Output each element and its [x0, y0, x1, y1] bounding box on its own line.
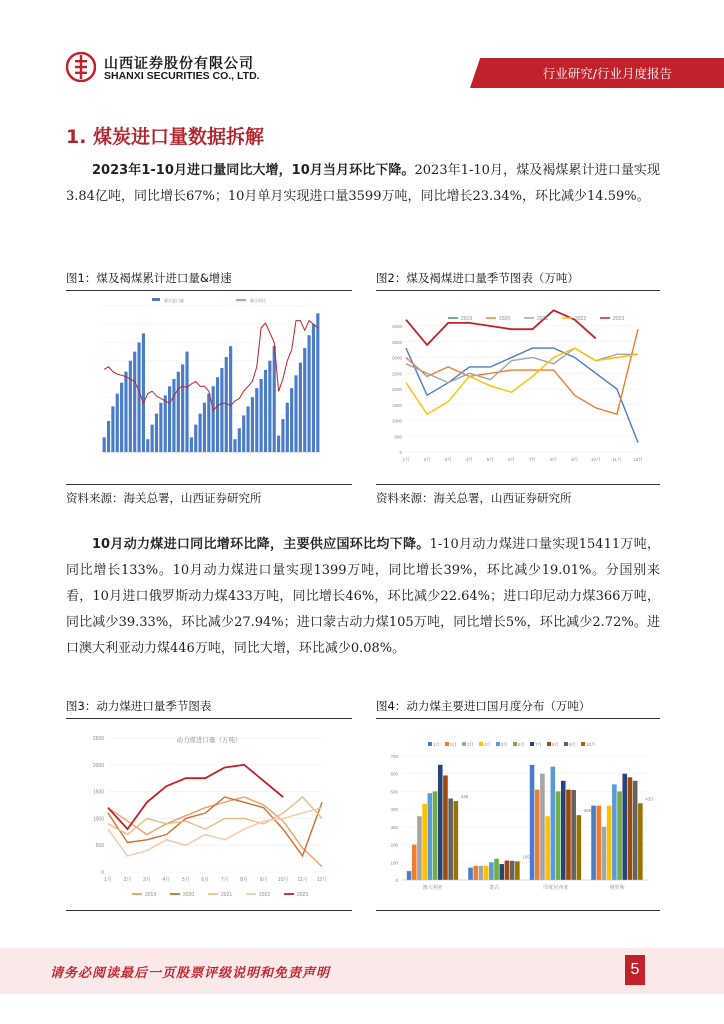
figure-2-title: 图2：煤及褐煤进口量季节图表（万吨）	[376, 271, 579, 285]
bar-印度尼西亚	[571, 790, 576, 880]
bar-蒙古	[505, 861, 510, 880]
chart-seasonal-imports	[376, 292, 660, 482]
bar-俄罗斯	[633, 781, 638, 880]
bar-cumulative-import	[129, 361, 132, 452]
y-tick-label: 100	[390, 860, 398, 866]
y-tick-label: 1000	[92, 816, 104, 823]
bar-蒙古	[468, 868, 473, 880]
bar-cumulative-import	[103, 437, 106, 452]
legend-swatch	[581, 742, 585, 746]
legend-label: 2023	[297, 892, 309, 898]
figure-4-title: 图4：动力煤主要进口国月度分布（万吨）	[376, 699, 591, 713]
bar-印度尼西亚	[561, 781, 566, 880]
y-tick-label: 0	[101, 870, 104, 876]
x-tick-label: 1月	[402, 457, 410, 462]
series-line-2023	[108, 765, 283, 829]
legend-label: 2022	[575, 316, 587, 322]
bar-俄罗斯	[617, 791, 622, 880]
legend-label: 3月	[467, 742, 475, 747]
bar-cumulative-import	[190, 437, 193, 452]
bar-印度尼西亚	[577, 815, 582, 880]
bar-澳大利亚	[412, 845, 417, 880]
bar-印度尼西亚	[566, 790, 571, 880]
bar-澳大利亚	[443, 775, 448, 880]
bar-印度尼西亚	[551, 767, 556, 880]
bar-cumulative-import	[172, 379, 175, 452]
x-tick-label: 4月	[465, 457, 473, 462]
bar-cumulative-import	[120, 383, 123, 452]
y-tick-label: 4000	[391, 324, 402, 329]
bar-蒙古	[499, 864, 504, 880]
legend-label: 6月	[518, 742, 526, 747]
bar-cumulative-import	[277, 436, 280, 452]
bar-cumulative-import	[181, 364, 184, 452]
bar-cumulative-import	[111, 406, 114, 452]
y-tick-label: 500	[394, 434, 402, 440]
legend-label: 2019	[145, 892, 157, 898]
y-tick-label: 300	[390, 824, 398, 830]
bar-cumulative-import	[246, 406, 249, 452]
bar-俄罗斯	[638, 803, 643, 880]
legend-label: 10月	[586, 742, 596, 747]
bar-俄罗斯	[628, 777, 633, 880]
bar-cumulative-import	[212, 386, 215, 452]
x-tick-label: 10月	[591, 457, 601, 462]
figure-3-top-rule	[66, 718, 352, 719]
bar-cumulative-import	[159, 403, 162, 452]
bar-cumulative-import	[142, 333, 145, 452]
bar-cumulative-import	[220, 368, 223, 452]
bar-cumulative-import	[281, 419, 284, 452]
legend-label-bar: 累计进口量	[164, 298, 184, 303]
bar-俄罗斯	[622, 774, 627, 880]
series-line-2022	[108, 808, 322, 856]
bar-cumulative-import	[199, 414, 202, 452]
bar-俄罗斯	[602, 827, 607, 880]
bar-印度尼西亚	[530, 765, 535, 880]
bar-cumulative-import	[303, 348, 306, 452]
bar-cumulative-import	[290, 388, 293, 452]
figure-1-top-rule	[66, 290, 352, 291]
figure-1-source: 资料来源：海关总署，山西证券研究所	[66, 491, 262, 505]
legend-label: 2021	[537, 316, 549, 322]
figure-3-title: 图3：动力煤进口量季节图表	[66, 699, 212, 713]
bar-cumulative-import	[116, 394, 119, 452]
bar-cumulative-import	[242, 416, 245, 453]
bar-澳大利亚	[422, 804, 427, 880]
bar-cumulative-import	[124, 372, 127, 452]
bar-cumulative-import	[146, 439, 149, 452]
bar-印度尼西亚	[535, 790, 540, 880]
bar-澳大利亚	[428, 793, 433, 880]
bar-cumulative-import	[286, 403, 289, 452]
y-tick-label: 1000	[391, 418, 402, 424]
y-tick-label: 0	[395, 878, 398, 883]
y-tick-label: 2000	[92, 762, 104, 769]
chart-title: 动力煤进口量（万吨）	[176, 737, 242, 744]
legend-label: 2023	[613, 316, 625, 322]
x-tick-label: 6月	[507, 457, 515, 462]
bar-cumulative-import	[133, 352, 136, 452]
x-tick-label: 12月	[316, 877, 328, 883]
y-tick-label: 2500	[391, 371, 402, 377]
data-label: 446	[460, 793, 469, 799]
bar-cumulative-import	[107, 421, 110, 452]
y-tick-label: 2500	[92, 736, 104, 742]
legend-label: 2022	[259, 892, 271, 898]
paragraph-body: 2023年1-10月，煤及褐煤累计进口量实现3.84亿吨，同比增长67%；10月单月实现进口量3599万吨，同比增长23.34%，环比减少14.59%。	[66, 163, 660, 204]
figure-2-source: 资料来源：海关总署，山西证券研究所	[376, 491, 572, 505]
legend-swatch	[564, 742, 568, 746]
report-type: 行业研究/行业月度报告	[542, 66, 672, 81]
x-tick-label: 7月	[220, 877, 229, 883]
company-name-cn: 山西证券股份有限公司	[104, 56, 254, 72]
x-tick-label: 蒙古	[489, 885, 500, 891]
bar-澳大利亚	[454, 801, 459, 880]
paragraph-thermal-coal	[66, 532, 660, 662]
bar-cumulative-import	[251, 397, 254, 452]
legend-label: 2020	[499, 316, 511, 322]
bar-俄罗斯	[612, 784, 617, 880]
company-name-en: SHANXI SECURITIES CO., LTD.	[104, 70, 260, 82]
x-tick-label: 9月	[259, 877, 268, 883]
figure-4-bottom-rule	[376, 910, 660, 911]
y-tick-label: 3500	[391, 339, 402, 345]
legend-swatch	[530, 742, 534, 746]
legend-swatch	[462, 742, 466, 746]
bar-cumulative-import	[155, 414, 158, 452]
x-tick-label: 印度尼西亚	[543, 885, 569, 891]
x-tick-label: 6月	[201, 877, 210, 883]
page-header	[0, 0, 724, 100]
x-tick-label: 8月	[550, 457, 558, 462]
x-tick-label: 2月	[123, 877, 132, 883]
legend-swatch	[513, 742, 517, 746]
figure-3-bottom-rule	[66, 910, 352, 911]
legend-swatch	[479, 742, 483, 746]
y-tick-label: 500	[390, 789, 398, 795]
x-tick-label: 3月	[143, 877, 151, 883]
x-tick-label: 8月	[240, 877, 249, 883]
legend-label: 9月	[569, 742, 577, 747]
paragraph-lead-2: 10月动力煤进口同比增环比降，主要供应国环比均下降。	[92, 537, 430, 552]
bar-cumulative-import	[264, 370, 267, 452]
bar-cumulative-import	[229, 346, 232, 452]
bar-cumulative-import	[207, 394, 210, 452]
figure-1-bottom-rule	[66, 484, 352, 485]
bar-cumulative-import	[299, 363, 302, 452]
figure-2-bottom-rule	[376, 484, 660, 485]
bar-cumulative-import	[260, 379, 263, 452]
bar-cumulative-import	[168, 386, 171, 452]
x-tick-label: 5月	[486, 457, 494, 462]
bar-澳大利亚	[407, 871, 412, 880]
bar-cumulative-import	[233, 439, 236, 452]
bar-cumulative-import	[268, 361, 271, 452]
bar-cumulative-import	[225, 357, 228, 452]
bar-cumulative-import	[151, 425, 154, 452]
paragraph-import-summary	[66, 158, 660, 210]
x-tick-label: 11月	[612, 457, 622, 462]
bar-cumulative-import	[312, 324, 315, 452]
bar-蒙古	[515, 861, 520, 880]
data-label: 105	[522, 854, 530, 860]
legend-label: 2019	[461, 316, 473, 322]
y-tick-label: 1500	[92, 789, 104, 796]
y-tick-label: 2000	[391, 387, 402, 392]
bar-蒙古	[484, 866, 489, 880]
y-tick-label: 200	[390, 842, 398, 848]
bar-澳大利亚	[417, 816, 422, 880]
legend-swatch	[496, 742, 500, 746]
bar-蒙古	[489, 862, 494, 880]
legend-label: 2021	[221, 892, 233, 898]
legend-swatch	[547, 742, 551, 746]
x-tick-label: 5月	[181, 877, 190, 883]
bar-印度尼西亚	[545, 816, 550, 880]
figure-1-title: 图1：煤及褐煤累计进口量&增速	[66, 271, 232, 285]
y-tick-label: 700	[390, 754, 398, 759]
x-tick-label: 3月	[444, 457, 452, 462]
bar-澳大利亚	[448, 799, 453, 880]
y-tick-label: 400	[390, 807, 398, 813]
bar-cumulative-import	[216, 377, 219, 452]
legend-label: 8月	[552, 742, 560, 747]
bar-cumulative-import	[238, 428, 241, 452]
chart-thermal-seasonal	[66, 720, 352, 908]
x-tick-label: 4月	[162, 877, 171, 883]
x-tick-label: 11月	[297, 877, 308, 883]
legend-label: 7月	[535, 742, 543, 747]
legend-swatch-bar	[152, 298, 160, 301]
legend-label-line: 累计同比	[250, 298, 266, 303]
legend-label: 4月	[484, 742, 492, 747]
series-line-2021	[108, 797, 322, 835]
x-tick-label: 俄罗斯	[609, 885, 625, 891]
bar-俄罗斯	[607, 806, 612, 880]
company-logo-icon	[66, 52, 96, 82]
bar-cumulative-import	[294, 375, 297, 452]
legend-label: 2月	[450, 742, 458, 747]
y-tick-label: 600	[390, 771, 398, 777]
y-tick-label: 500	[95, 843, 104, 850]
y-tick-label: 1500	[391, 402, 402, 408]
y-tick-label: 0	[399, 450, 402, 455]
bar-蒙古	[473, 866, 478, 880]
bar-cumulative-import	[194, 425, 197, 452]
bar-cumulative-import	[308, 335, 311, 452]
bar-cumulative-import	[316, 313, 319, 452]
x-tick-label: 澳大利亚	[422, 885, 443, 891]
x-tick-label: 12月	[633, 457, 643, 462]
footer-disclaimer[interactable]: 请务必阅读最后一页股票评级说明和免责声明	[50, 966, 331, 981]
x-tick-label: 2月	[423, 457, 431, 462]
data-label: 366	[583, 808, 592, 814]
bar-蒙古	[494, 859, 499, 880]
figure-4-top-rule	[376, 718, 660, 719]
bar-cumulative-import	[203, 403, 206, 452]
bar-cumulative-import	[273, 346, 276, 452]
y-tick-label: 3000	[391, 355, 402, 361]
bar-印度尼西亚	[540, 774, 545, 880]
x-tick-label: 10月	[277, 877, 289, 883]
legend-swatch	[445, 742, 449, 746]
section-title: 1. 煤炭进口量数据拆解	[66, 126, 265, 148]
legend-label: 5月	[501, 742, 509, 747]
bar-cumulative-import	[164, 395, 167, 452]
bar-澳大利亚	[433, 791, 438, 880]
series-line-2019	[406, 348, 638, 443]
bar-俄罗斯	[591, 806, 596, 880]
chart-thermal-by-country	[376, 720, 660, 908]
page-number: 5	[625, 955, 645, 985]
chart-cumulative-imports	[66, 292, 352, 482]
bar-cumulative-import	[137, 343, 140, 453]
paragraph-body-2: 1-10月动力煤进口量实现15411万吨，同比增长133%。10月动力煤进口量实现1399万吨，同比增长39%，环比减少19.01%。分国别来看，10月进口俄罗斯动力煤433万吨，同比增长46%，环比减少22.64%；进口印尼动力煤366万吨，同比减少39.33%，环比减少27.94%；进口蒙古动力煤105万吨，同比增长5%，环比减少2.72%。进口澳大利亚动力煤446万吨，同比大增，环比减少0.08%。	[66, 537, 661, 656]
bar-蒙古	[479, 866, 484, 880]
bar-印度尼西亚	[556, 791, 561, 880]
bar-蒙古	[510, 861, 515, 880]
bar-俄罗斯	[596, 806, 601, 880]
x-tick-label: 1月	[104, 877, 112, 883]
series-line-2020	[108, 797, 322, 856]
legend-label: 2020	[183, 892, 195, 898]
bar-cumulative-import	[177, 372, 180, 452]
figure-2-top-rule	[376, 290, 660, 291]
bar-澳大利亚	[438, 765, 443, 880]
x-tick-label: 9月	[571, 457, 579, 462]
data-label: 433	[645, 796, 653, 802]
paragraph-lead: 2023年1-10月进口量同比大增，10月当月环比下降。	[92, 163, 415, 178]
bar-cumulative-import	[185, 352, 188, 452]
bar-cumulative-import	[255, 388, 258, 452]
x-tick-label: 7月	[529, 457, 537, 462]
legend-swatch	[428, 742, 432, 746]
legend-label: 1月	[433, 742, 441, 747]
